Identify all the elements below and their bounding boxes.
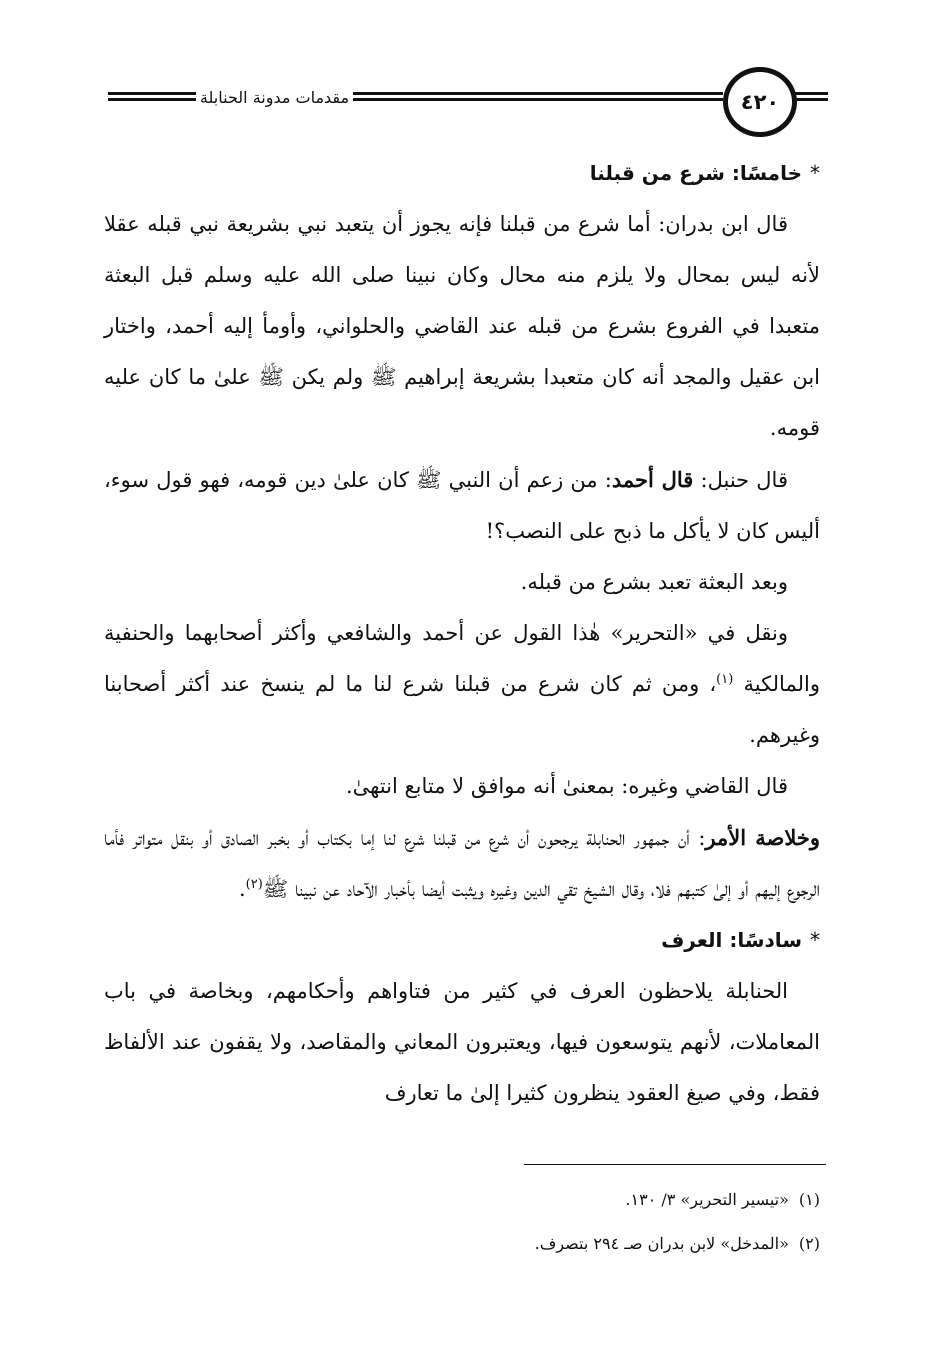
paragraph <box>104 454 820 557</box>
running-title: مقدمات مدونة الحنابلة <box>199 88 350 107</box>
footnote <box>104 1178 820 1222</box>
paragraph <box>104 812 820 915</box>
bold-text-run: قال أحمد <box>611 467 694 492</box>
footnote-text: «تيسير التحرير» ٣/ ١٣٠. <box>625 1190 789 1209</box>
header-rule-left <box>108 92 196 101</box>
text-run: : من زعم أن النبي ﷺ كان علىٰ دين قومه، فهو قول سوء، أليس كان لا يأكل ما ذبح على النصب؟! <box>104 468 820 543</box>
text-run: : أن جمهور الحنابلة يرجحون أن شرع من قبلنا شرع لنا إما بكتاب أو بخبر الصادق أو بنقل متواتر فأما الرجوع إليهم أو إلىٰ كتبهم فلا، وقال الشيخ تقي الدين وغيره ويثبت أيضا بأخبار الآحاد عن نبينا ﷺ <box>104 826 820 901</box>
page-body <box>104 148 820 1119</box>
page-number: ٤٢٠ <box>723 67 797 137</box>
text-run: ونقل في «التحرير» هٰذا القول عن أحمد والشافعي وأكثر أصحابهما والحنفية والمالكية <box>104 621 820 696</box>
section-title: سادسًا: العرف <box>661 928 802 952</box>
section-title: خامسًا: شرع من قبلنا <box>589 161 802 185</box>
footnote-text: «المدخل» لابن بدران صـ ٢٩٤ بتصرف. <box>534 1234 789 1253</box>
footnote-separator <box>524 1164 826 1165</box>
text-run: قال حنبل: <box>693 468 788 492</box>
header-rule-right <box>794 92 828 101</box>
text-run: . <box>238 877 246 901</box>
footnote <box>104 1222 820 1266</box>
footnote-reference: (٢) <box>245 877 263 892</box>
page-header <box>88 66 828 140</box>
paragraph: الحنابلة يلاحظون العرف في كثير من فتاواهم وأحكامهم، وبخاصة في باب المعاملات، لأنهم يتوسعون فيها، ويعتبرون المعاني والمقاصد، ولا يقفون عند الألفاظ فقط، وفي صيغ العقود ينظرون كثيرا إلىٰ ما تعارف <box>104 979 820 1105</box>
footnotes <box>104 1178 820 1266</box>
footnote-reference: (١) <box>716 672 734 687</box>
section-heading-sixth <box>104 915 820 966</box>
bold-text-run: وخلاصة الأمر <box>705 825 820 850</box>
footnote-number: (٢) <box>798 1234 820 1253</box>
paragraph: قال القاضي وغيره: بمعنىٰ أنه موافق لا متابع انتهىٰ. <box>345 774 788 798</box>
paragraph <box>104 608 820 761</box>
text-run: ، ومن ثم كان شرع من قبلنا شرع لنا ما لم ينسخ عند أكثر أصحابنا وغيرهم. <box>104 672 820 747</box>
star-bullet: * <box>810 161 820 185</box>
paragraph: قال ابن بدران: أما شرع من قبلنا فإنه يجوز أن يتعبد نبي بشريعة نبي قبله عقلا لأنه ليس بمحال ولا يلزم منه محال وكان نبينا صلى الله عليه وسلم قبل البعثة متعبدا في الفروع بشرع من قبله عند القاضي والحلواني، وأومأ إليه أحمد، واختار ابن عقيل والمجد أنه كان متعبدا بشريعة إبراهيم ﷺ ولم يكن ﷺ علىٰ ما كان عليه قومه. <box>104 212 820 440</box>
star-bullet: * <box>810 928 820 952</box>
paragraph: وبعد البعثة تعبد بشرع من قبله. <box>520 570 788 594</box>
footnote-number: (١) <box>798 1190 820 1209</box>
header-rule-middle <box>353 92 723 101</box>
section-heading-fifth <box>104 148 820 199</box>
